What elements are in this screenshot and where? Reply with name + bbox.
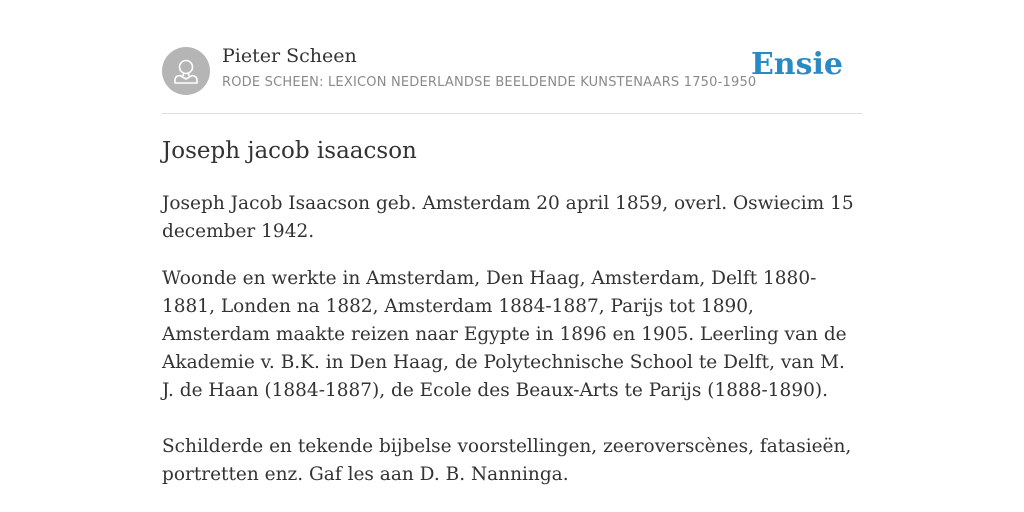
article-title: Joseph jacob isaacson [162, 138, 417, 164]
author-avatar[interactable] [162, 47, 210, 95]
user-silhouette-icon [162, 47, 210, 95]
source-name[interactable]: RODE SCHEEN: LEXICON NEDERLANDSE BEELDENDE KUNSTENAARS 1750-1950 [222, 75, 757, 90]
article-paragraph: Woonde en werkte in Amsterdam, Den Haag, Amsterdam, Delft 1880-1881, Londen na 1882, Amsterdam 1884-1887, Parijs tot 1890, Amsterdam maakte reizen naar Egypte in 1896 en 1905. Leerling van de Akademie v. B.K. in Den Haag, de Polytechnische School te Delft, van M. J. de Haan (1884-1887), de Ecole des Beaux-Arts te Parijs (1888-1890). [162, 268, 847, 401]
brand-logo[interactable]: Ensie [750, 47, 843, 82]
article-header [162, 0, 862, 114]
page-container [162, 0, 862, 485]
article-paragraph: Joseph Jacob Isaacson geb. Amsterdam 20 april 1859, overl. Oswiecim 15 december 1942. [162, 193, 854, 242]
article-paragraph: Schilderde en tekende bijbelse voorstellingen, zeeroverscènes, fatasieën, portretten enz. Gaf les aan D. B. Nanninga. [162, 436, 852, 485]
author-name[interactable]: Pieter Scheen [222, 45, 357, 67]
